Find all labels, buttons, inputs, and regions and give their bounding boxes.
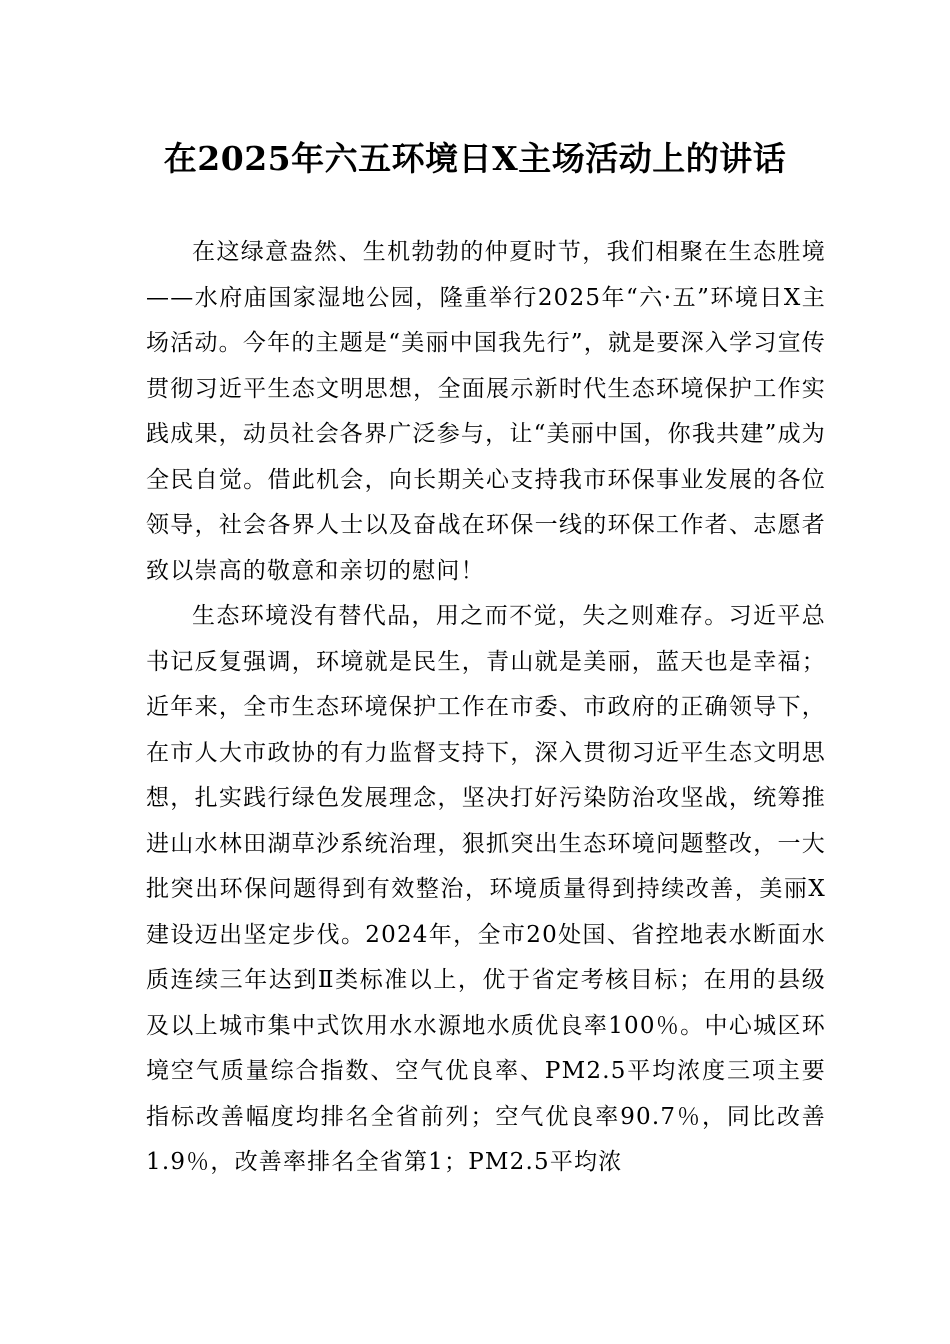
document-body xyxy=(146,230,826,1186)
document-title: 在2025年六五环境日X主场活动上的讲话 xyxy=(163,139,787,178)
body-paragraph-1: 在这绿意盎然、生机勃勃的仲夏时节，我们相聚在生态胜境——水府庙国家湿地公园，隆重举行2025年“六·五”环境日X主场活动。今年的主题是“美丽中国我先行”，就是要深入学习宣传贯彻习近平生态文明思想，全面展示新时代生态环境保护工作实践成果，动员社会各界广泛参与，让“美丽中国，你我共建”成为全民自觉。借此机会，向长期关心支持我市环保事业发展的各位领导，社会各界人士以及奋战在环保一线的环保工作者、志愿者致以崇高的敬意和亲切的慰问！ xyxy=(146,239,826,584)
body-paragraph-2: 生态环境没有替代品，用之而不觉，失之则难存。习近平总书记反复强调，环境就是民生，青山就是美丽，蓝天也是幸福；近年来，全市生态环境保护工作在市委、市政府的正确领导下，在市人大市政协的有力监督支持下，深入贯彻习近平生态文明思想，扎实践行绿色发展理念，坚决打好污染防治攻坚战，统筹推进山水林田湖草沙系统治理，狠抓突出生态环境问题整改，一大批突出环保问题得到有效整治，环境质量得到持续改善，美丽X建设迈出坚定步伐。2024年，全市20处国、省控地表水断面水质连续三年达到Ⅱ类标准以上，优于省定考核目标；在用的县级及以上城市集中式饮用水水源地水质优良率100％。中心城区环境空气质量综合指数、空气优良率、PM2.5平均浓度三项主要指标改善幅度均排名全省前列；空气优良率90.7％，同比改善1.9％，改善率排名全省第1；PM2.5平均浓 xyxy=(146,603,826,1175)
